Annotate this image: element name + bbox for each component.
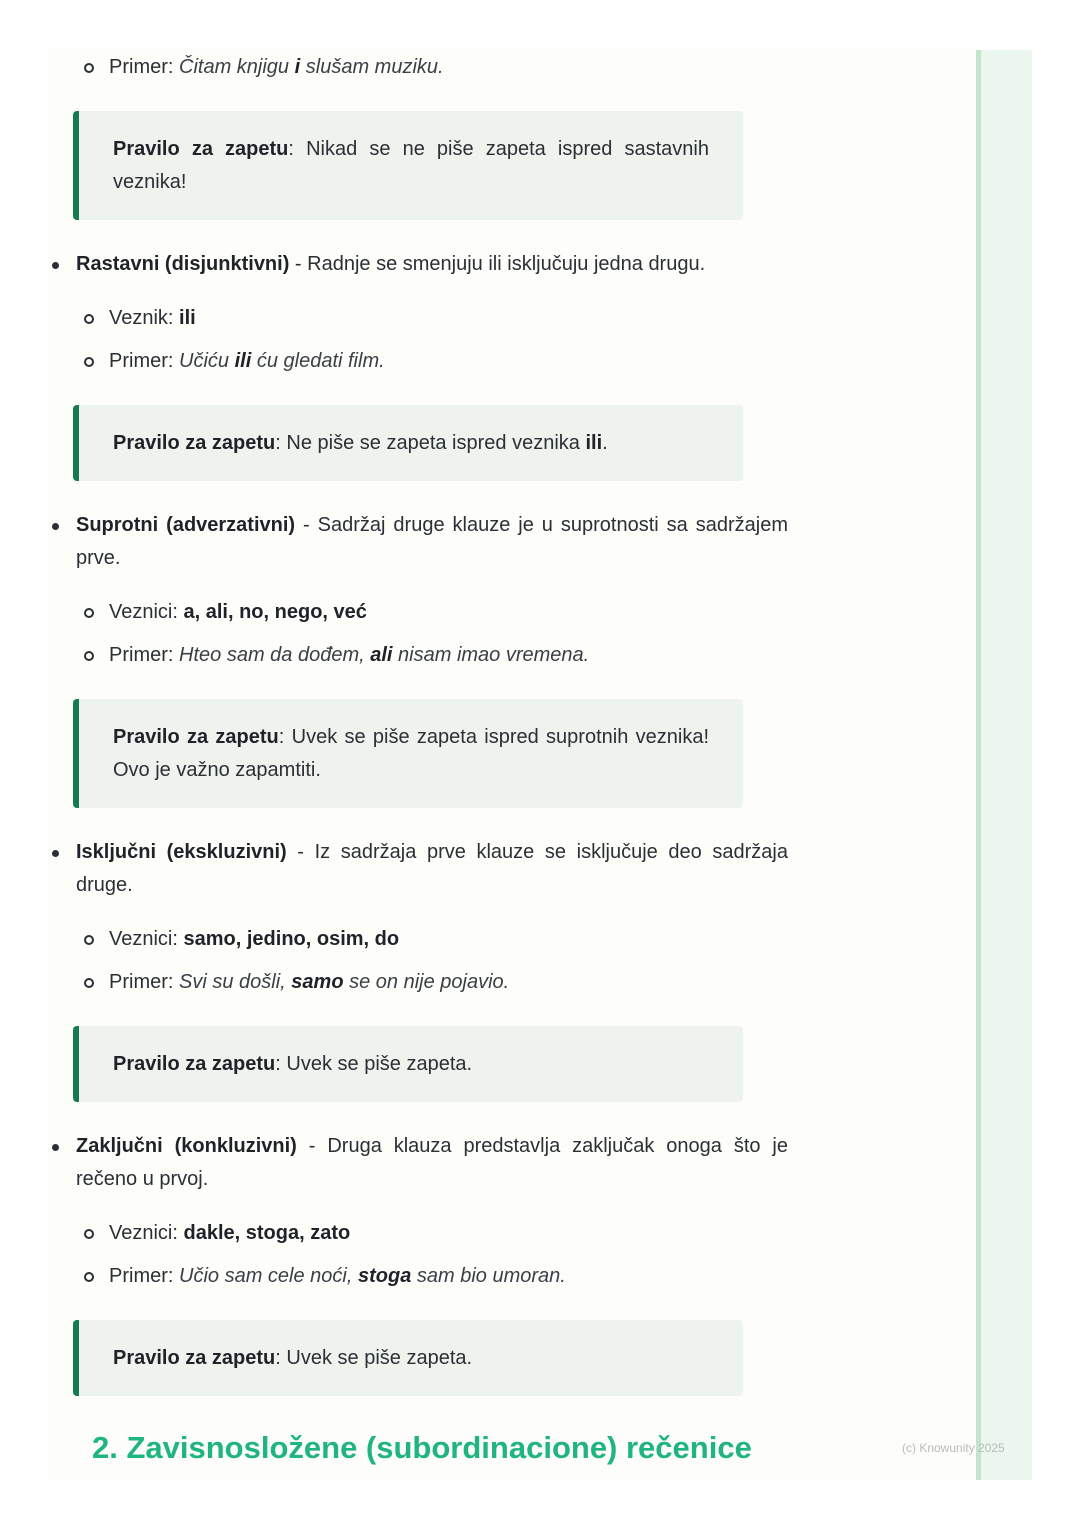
rule-end: . <box>602 432 608 454</box>
type-title: Zaključni (konkluzivni) <box>76 1135 297 1157</box>
type-title: Isključni (ekskluzivni) <box>76 841 287 863</box>
type-description: - Druga klauza predstavlja zaključak onoga što je rečeno u prvoj. <box>76 1135 788 1190</box>
primer-conjunction: ili <box>234 350 252 372</box>
veznik-item <box>84 302 784 335</box>
primer-conjunction: i <box>294 56 301 78</box>
primer-conjunction: ali <box>370 644 393 666</box>
conjunction-type-item <box>48 1130 788 1196</box>
veznik-label: Veznici: <box>109 601 178 623</box>
primer-item <box>84 1260 784 1293</box>
primer-label: Primer: <box>109 971 174 993</box>
primer-text: Učiću <box>179 350 230 372</box>
primer-label: Primer: <box>109 56 174 78</box>
primer-text: Čitam knjigu <box>179 56 290 78</box>
primer-item <box>84 51 784 84</box>
rule-label: Pravilo za zapetu <box>113 432 276 454</box>
type-description: - Iz sadržaja prve klauze se isključuje deo sadržaja druge. <box>76 841 788 896</box>
conjunction-type-item <box>48 248 788 281</box>
type-description: - Sadržaj druge klauze je u suprotnosti sa sadržajem prve. <box>76 514 788 569</box>
primer-text: Učio sam cele noći, <box>179 1265 353 1287</box>
side-strip <box>976 50 1032 1480</box>
comma-rule-box <box>73 1026 743 1102</box>
copyright-notice: (c) Knowunity 2025 <box>902 1441 1005 1455</box>
primer-text: sam bio umoran. <box>416 1265 566 1287</box>
primer-conjunction: samo <box>291 971 344 993</box>
primer-text: Hteo sam da dođem, <box>179 644 365 666</box>
comma-rule-box <box>73 111 743 220</box>
primer-label: Primer: <box>109 350 174 372</box>
type-description: - Radnje se smenjuju ili isključuju jedna drugu. <box>289 253 706 275</box>
rule-text: : Nikad se ne piše zapeta ispred sastavnih veznika! <box>113 138 709 193</box>
veznik-label: Veznici: <box>109 928 178 950</box>
comma-rule-box <box>73 405 743 481</box>
veznik-value: a, ali, no, nego, već <box>183 601 367 623</box>
section-heading: 2. Zavisnosložene (subordinacione) rečenice <box>92 1430 752 1465</box>
primer-text: nisam imao vremena. <box>398 644 590 666</box>
primer-text: se on nije pojavio. <box>349 971 510 993</box>
rule-text: : Uvek se piše zapeta. <box>275 1347 473 1369</box>
primer-item <box>84 345 784 378</box>
primer-item <box>84 966 784 999</box>
comma-rule-box <box>73 699 743 808</box>
veznik-value: dakle, stoga, zato <box>183 1222 351 1244</box>
veznik-label: Veznik: <box>109 307 174 329</box>
primer-item <box>84 639 784 672</box>
primer-text: slušam muziku. <box>305 56 444 78</box>
conjunction-type-item <box>48 836 788 902</box>
comma-rule-box <box>73 1320 743 1396</box>
rule-text: : Uvek se piše zapeta ispred suprotnih veznika! Ovo je važno zapamtiti. <box>113 726 710 781</box>
veznik-item <box>84 596 784 629</box>
primer-text: Svi su došli, <box>179 971 286 993</box>
rule-label: Pravilo za zapetu <box>113 1053 276 1075</box>
veznik-item <box>84 1217 784 1250</box>
conjunction-type-item <box>48 509 788 575</box>
veznik-item <box>84 923 784 956</box>
primer-label: Primer: <box>109 644 174 666</box>
rule-text: : Uvek se piše zapeta. <box>275 1053 473 1075</box>
veznik-value: ili <box>179 307 196 329</box>
primer-conjunction: stoga <box>357 1265 412 1287</box>
primer-label: Primer: <box>109 1265 174 1287</box>
veznik-label: Veznici: <box>109 1222 178 1244</box>
rule-text: : Ne piše se zapeta ispred veznika <box>275 432 586 454</box>
rule-label: Pravilo za zapetu <box>113 1347 276 1369</box>
type-title: Rastavni (disjunktivni) <box>76 253 290 275</box>
rule-label: Pravilo za zapetu <box>113 138 289 160</box>
primer-text: ću gledati film. <box>256 350 385 372</box>
veznik-value: samo, jedino, osim, do <box>183 928 400 950</box>
rule-conjunction: ili <box>585 432 603 454</box>
type-title: Suprotni (adverzativni) <box>76 514 296 536</box>
rule-label: Pravilo za zapetu <box>113 726 279 748</box>
